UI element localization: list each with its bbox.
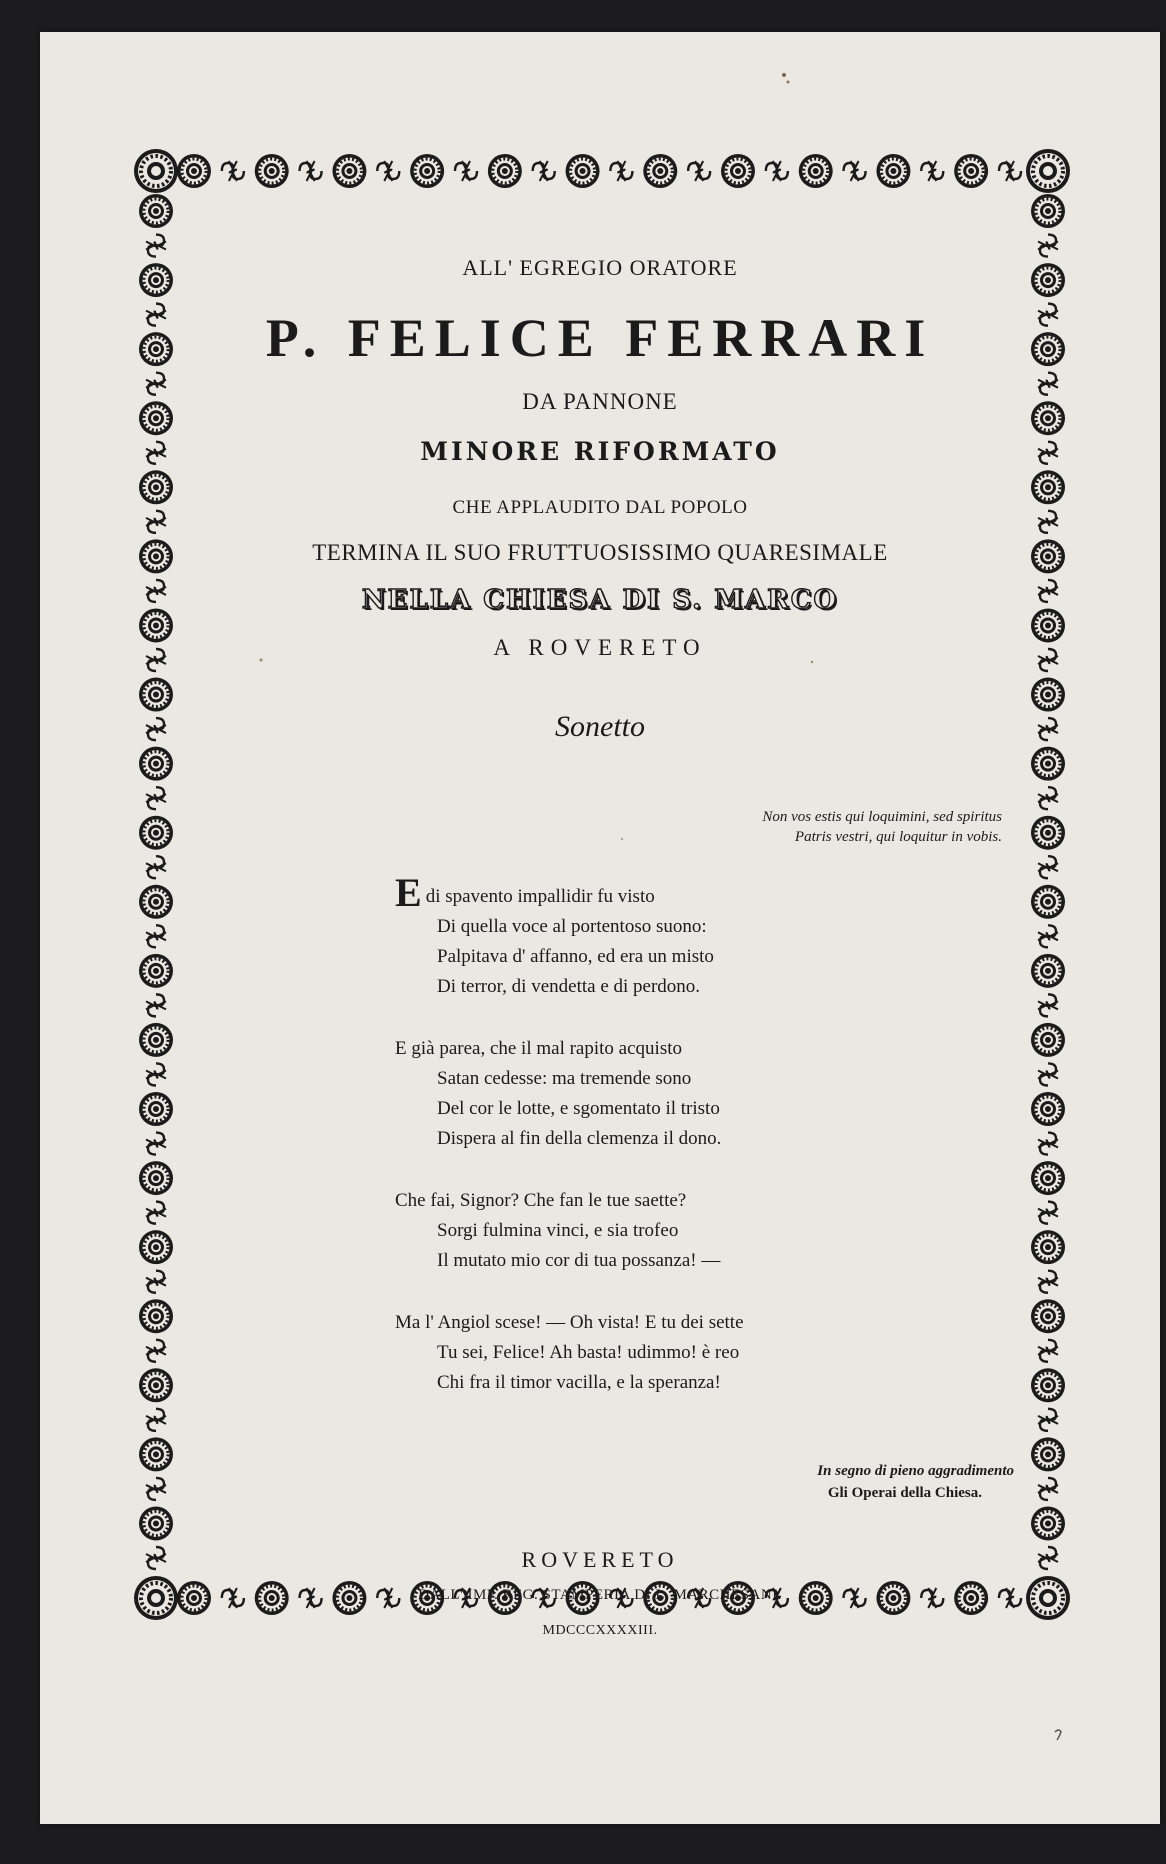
border-ornament [1031,539,1065,573]
border-ornament [876,154,910,188]
stanza-2 [395,1034,915,1154]
border-ornament [146,1133,166,1155]
border-ornament [139,332,173,366]
border-ornament [139,1230,173,1264]
broadside-text [190,207,1014,1687]
epigraph [762,807,1002,847]
border-ornament [146,1478,166,1500]
border-ornament [1031,401,1065,435]
border-ornament [1031,1230,1065,1264]
border-ornament [146,1547,166,1569]
border-ornament [1031,1161,1065,1195]
border-ornament [139,816,173,850]
honoree-name: P. FELICE FERRARI [265,308,935,368]
border-ornament [1031,1023,1065,1057]
border-ornament [1038,304,1058,326]
border-ornament [139,747,173,781]
poem-line: Il mutato mio cor di tua possanza! — [437,1250,721,1271]
border-ornament [488,154,522,188]
border-ornament [139,1092,173,1126]
border-ornament [332,154,366,188]
border-ornament [139,263,173,297]
border-ornament [377,161,399,181]
imprint-year: MDCCCXXXXIII. [542,1623,658,1638]
border-ornament [139,194,173,228]
poem-line: Satan cedesse: ma tremende sono [437,1068,692,1089]
imprint-printer: DALL' IMP. REG. STAMPERIA DI L. MARCHESANI. [418,1587,782,1603]
border-ornament [999,161,1021,181]
border-ornament [255,154,289,188]
poem-line: Sorgi fulmina vinci, e sia trofeo [437,1220,679,1241]
border-ornament [1031,885,1065,919]
origin-line: DA PANNONE [522,389,678,414]
border-ornament [146,373,166,395]
poem-line: Edi spavento impallidir fu visto [395,870,655,915]
poem-line: Di terror, di vendetta e di perdono. [437,976,701,997]
border-ornament [177,154,211,188]
poem-line: Che fai, Signor? Che fan le tue saette? [395,1190,687,1211]
border-ornament [1038,235,1058,257]
corner-rosette-ornament [1026,1576,1070,1620]
border-ornament [139,1368,173,1402]
border-ornament [1038,925,1058,947]
border-ornament [146,235,166,257]
border-ornament [139,1437,173,1471]
border-ornament [139,470,173,504]
border-ornament [1031,194,1065,228]
border-ornament [844,161,866,181]
border-ornament [146,718,166,740]
border-ornament [146,1202,166,1224]
corner-rosette-ornament [134,149,178,193]
border-ornament [139,608,173,642]
poem-line: E già parea, che il mal rapito acquisto [395,1038,682,1059]
border-ornament [1031,1368,1065,1402]
church-line: NELLA CHIESA DI S. MARCO [361,585,839,615]
border-ornament [1031,1299,1065,1333]
border-ornament [1038,580,1058,602]
border-ornament [139,954,173,988]
border-ornament [146,1409,166,1431]
border-ornament [139,1299,173,1333]
signature-block [817,1460,1014,1504]
border-ornament [643,154,677,188]
corner-rosette-ornament [134,1576,178,1620]
border-ornament [1038,649,1058,671]
border-ornament [146,925,166,947]
border-ornament [1038,1409,1058,1431]
corner-rosette-ornament [1026,149,1070,193]
poem-line: Del cor le lotte, e sgomentato il tristo [437,1098,720,1119]
border-ornament [146,511,166,533]
border-ornament [146,994,166,1016]
border-ornament [146,856,166,878]
border-ornament [139,885,173,919]
border-ornament [139,401,173,435]
stanza-1 [395,870,915,1002]
border-ornament [1031,747,1065,781]
poem-line: Chi fra il timor vacilla, e la speranza! [437,1372,721,1393]
border-ornament [146,304,166,326]
border-ornament [1031,470,1065,504]
border-ornament [139,1023,173,1057]
border-ornament [146,442,166,464]
border-ornament [146,787,166,809]
applause-line: CHE APPLAUDITO DAL POPOLO [452,497,748,518]
border-ornament [1031,332,1065,366]
stanza-3 [395,1186,915,1276]
border-ornament [721,154,755,188]
border-ornament [139,1506,173,1540]
border-ornament [146,649,166,671]
border-ornament [139,1161,173,1195]
dedication-line: ALL' EGREGIO ORATORE [462,255,738,280]
border-ornament [566,154,600,188]
border-ornament [1031,1506,1065,1540]
stanza-4 [395,1308,915,1398]
border-ornament [1038,373,1058,395]
poem-line: Palpitava d' affanno, ed era un misto [437,946,714,967]
poem-line: Dispera al fin della clemenza il dono. [437,1128,722,1149]
border-ornament [799,154,833,188]
border-ornament [1038,994,1058,1016]
border-ornament [1031,954,1065,988]
border-ornament [1038,1202,1058,1224]
border-ornament [1038,1133,1058,1155]
border-ornament [954,154,988,188]
poem-line: Di quella voce al portentoso suono: [437,916,707,937]
poem-line: Ma l' Angiol scese! — Oh vista! E tu dei sette [395,1312,744,1333]
border-ornament [1038,787,1058,809]
religious-order: MINORE RIFORMATO [420,437,780,466]
border-ornament [1038,1547,1058,1569]
border-ornament [921,161,943,181]
border-ornament [1038,1063,1058,1085]
poem-line: Tu sei, Felice! Ah basta! udimmo! è reo [437,1342,740,1363]
border-ornament [300,161,322,181]
border-ornament [455,161,477,181]
epigraph-line: Non vos estis qui loquimini, sed spiritus [762,809,1002,825]
border-ornament [766,161,788,181]
border-ornament [1031,816,1065,850]
border-ornament [1038,511,1058,533]
border-ornament [610,161,632,181]
signature-signers: Gli Operai della Chiesa. [827,1485,982,1501]
border-ornament [146,1340,166,1362]
sonnet [395,870,915,1430]
drop-cap: E [395,870,422,915]
poem-genre-title: Sonetto [555,710,645,743]
border-ornament [1031,263,1065,297]
border-ornament [222,161,244,181]
border-ornament [1038,1271,1058,1293]
epigraph-line: Patris vestri, qui loquitur in vobis. [794,829,1002,845]
border-ornament [1031,678,1065,712]
border-ornament [1038,856,1058,878]
border-ornament [1038,442,1058,464]
border-ornament [1038,1478,1058,1500]
border-ornament [1031,1092,1065,1126]
border-ornament [139,539,173,573]
border-ornament [146,1063,166,1085]
border-ornament [410,154,444,188]
border-ornament [1038,718,1058,740]
border-ornament [139,678,173,712]
border-ornament [1031,608,1065,642]
border-ornament [146,580,166,602]
border-ornament [146,1271,166,1293]
border-ornament [1031,1437,1065,1471]
imprint-city: ROVERETO [521,1547,679,1572]
printed-sheet [40,32,1160,1824]
signature-dedication: In segno di pieno aggradimento [817,1463,1014,1479]
border-ornament [1038,1340,1058,1362]
border-ornament [688,161,710,181]
city-line: A ROVERETO [493,635,707,660]
border-ornament [533,161,555,181]
lent-sermon-line: TERMINA IL SUO FRUTTUOSISSIMO QUARESIMALE [312,540,888,565]
